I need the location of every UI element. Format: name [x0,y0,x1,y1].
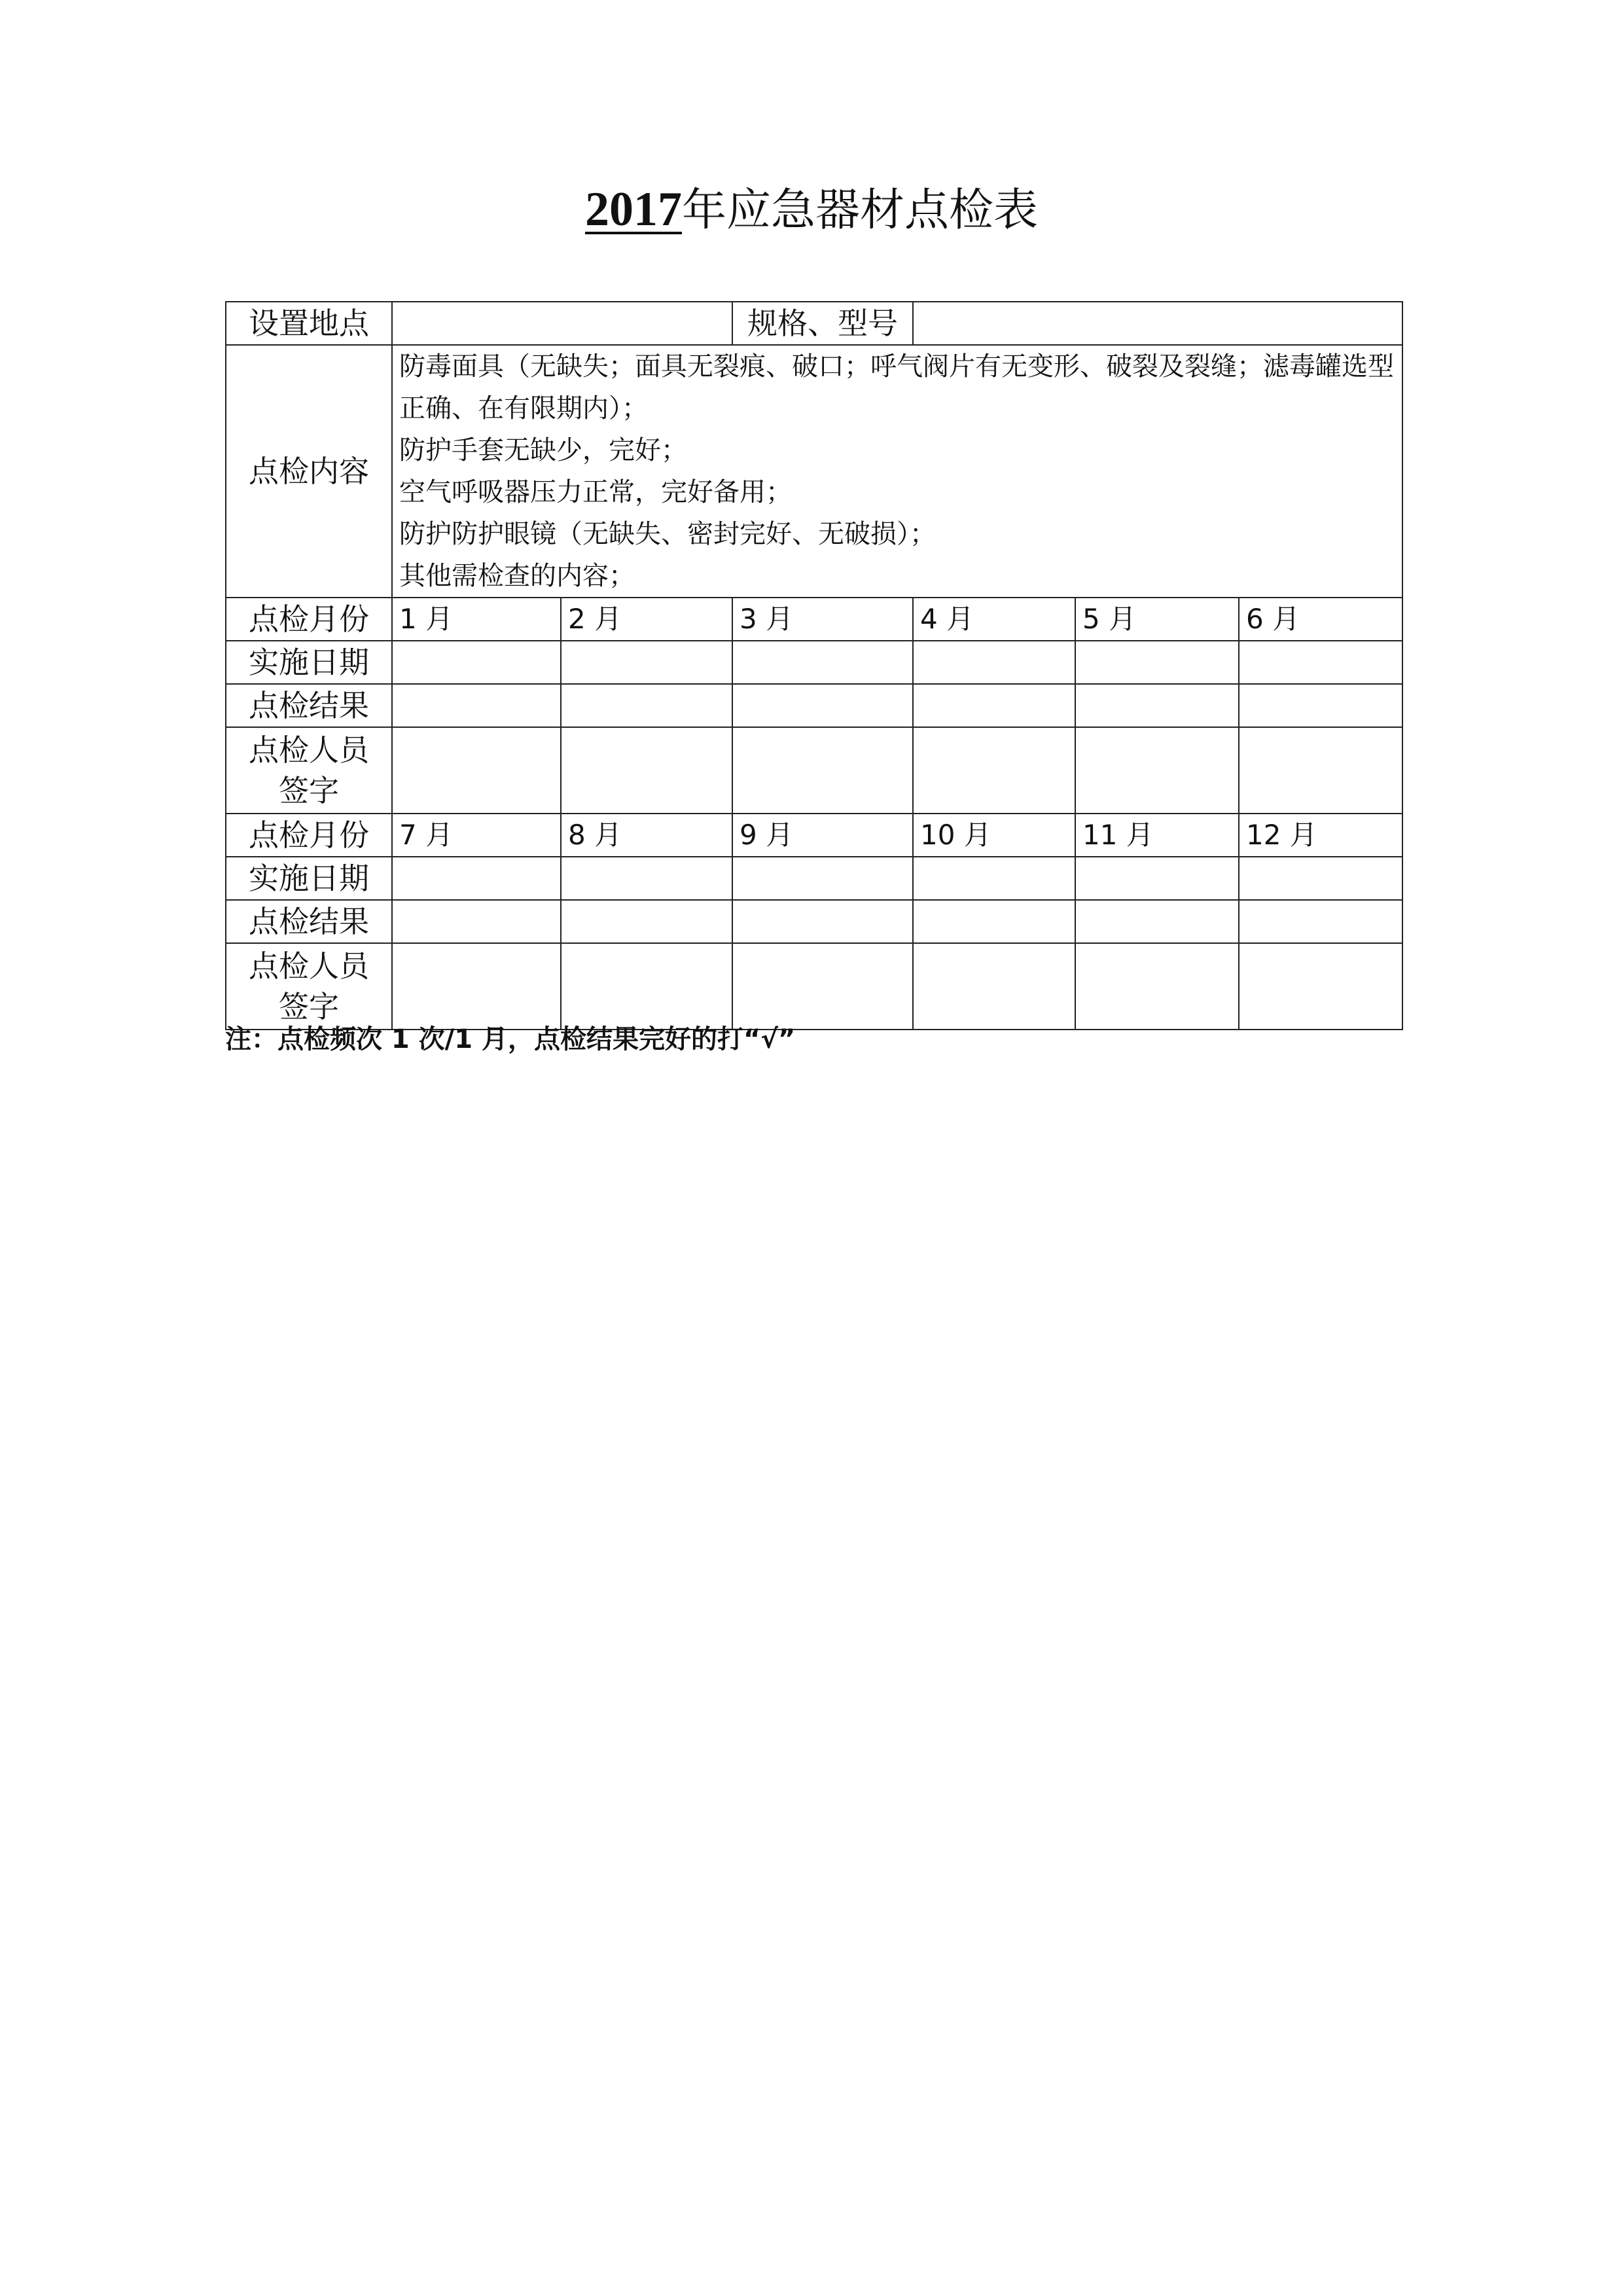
signer-label [226,943,392,1030]
footnote: 注：点检频次 1 次/1 月，点检结果完好的打“√” [225,1024,796,1054]
date-cell[interactable] [732,857,913,900]
signature-cell[interactable] [913,943,1075,1030]
signer-label-line2: 签字 [279,989,339,1024]
signature-cell[interactable] [561,943,732,1030]
date-label: 实施日期 [226,857,392,900]
date-cell[interactable] [561,641,732,684]
inspection-table [225,301,1403,1030]
signature-cell[interactable] [392,943,561,1030]
result-cell[interactable] [1239,684,1402,727]
content-row [226,345,1402,598]
date-cell[interactable] [1239,641,1402,684]
date-cell[interactable] [392,641,561,684]
date-cell[interactable] [913,857,1075,900]
month-cell: 5 月 [1075,598,1239,641]
result-cell[interactable] [1075,684,1239,727]
month-cell: 6 月 [1239,598,1402,641]
date-cell[interactable] [1075,641,1239,684]
signer-label-line2: 签字 [279,773,339,808]
signature-cell[interactable] [1075,943,1239,1030]
month-cell: 4 月 [913,598,1075,641]
date-cell[interactable] [732,641,913,684]
date-cell[interactable] [1075,857,1239,900]
month-row-2 [226,814,1402,857]
title-year: 2017 [584,183,682,236]
result-cell[interactable] [913,684,1075,727]
signature-cell[interactable] [913,727,1075,814]
result-cell[interactable] [732,900,913,943]
result-cell[interactable] [1239,900,1402,943]
signer-label-line1: 点检人员 [249,948,369,984]
signer-row-1 [226,727,1402,814]
content-line-goggles: 防护防护眼镜（无缺失、密封完好、无破损）； [399,519,936,549]
spec-label: 规格、型号 [732,302,913,345]
date-cell[interactable] [561,857,732,900]
location-label: 设置地点 [226,302,392,345]
month-cell: 7 月 [392,814,561,857]
signature-cell[interactable] [1075,727,1239,814]
date-cell[interactable] [913,641,1075,684]
result-cell[interactable] [561,684,732,727]
month-label: 点检月份 [226,814,392,857]
title-text: 年应急器材点检表 [681,185,1038,236]
date-cell[interactable] [1239,857,1402,900]
page-title [0,181,1623,239]
result-cell[interactable] [392,900,561,943]
signer-label-line1: 点检人员 [249,732,369,768]
location-field[interactable] [392,302,732,345]
result-cell[interactable] [392,684,561,727]
month-cell: 2 月 [561,598,732,641]
result-row-1 [226,684,1402,727]
month-row-1 [226,598,1402,641]
signature-cell[interactable] [561,727,732,814]
date-label: 实施日期 [226,641,392,684]
content-line-other: 其他需检查的内容； [399,561,635,591]
result-cell[interactable] [1075,900,1239,943]
signature-cell[interactable] [392,727,561,814]
signature-cell[interactable] [732,727,913,814]
result-cell[interactable] [732,684,913,727]
signature-cell[interactable] [1239,943,1402,1030]
month-cell: 3 月 [732,598,913,641]
month-cell: 10 月 [913,814,1075,857]
result-cell[interactable] [913,900,1075,943]
result-label: 点检结果 [226,900,392,943]
signature-cell[interactable] [1239,727,1402,814]
date-row-2 [226,857,1402,900]
content-line-gloves: 防护手套无缺少，完好； [399,435,687,465]
date-cell[interactable] [392,857,561,900]
header-row [226,302,1402,345]
content-label: 点检内容 [226,345,392,598]
result-cell[interactable] [561,900,732,943]
content-cell [392,345,1402,598]
spec-field[interactable] [913,302,1402,345]
signature-cell[interactable] [732,943,913,1030]
month-cell: 8 月 [561,814,732,857]
content-line-breathing-apparatus: 空气呼吸器压力正常，完好备用； [399,477,792,507]
result-label: 点检结果 [226,684,392,727]
content-line-gas-mask: 防毒面具（无缺失；面具无裂痕、破口；呼气阀片有无变形、破裂及裂缝；滤毒罐选型正确、在有限期内）； [399,351,1394,423]
signer-label [226,727,392,814]
month-cell: 11 月 [1075,814,1239,857]
month-cell: 9 月 [732,814,913,857]
month-label: 点检月份 [226,598,392,641]
result-row-2 [226,900,1402,943]
signer-row-2 [226,943,1402,1030]
date-row-1 [226,641,1402,684]
month-cell: 12 月 [1239,814,1402,857]
month-cell: 1 月 [392,598,561,641]
